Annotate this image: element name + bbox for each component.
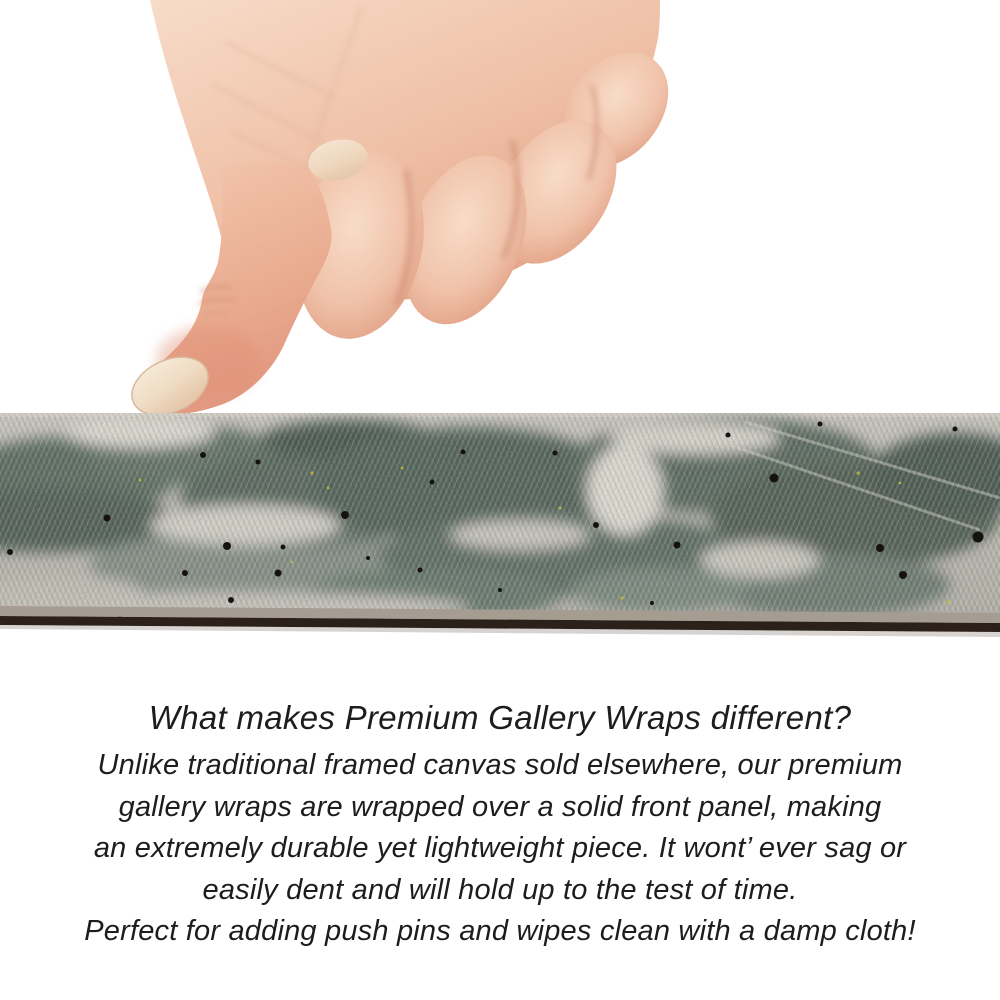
canvas-edge-photo [0, 410, 1000, 645]
thumb [123, 162, 332, 420]
caption-line: Unlike traditional framed canvas sold elsewhere, our premium [97, 749, 903, 781]
caption-line: easily dent and will hold up to the test of time. [202, 873, 798, 906]
caption-heading: What makes Premium Gallery Wraps different? [148, 699, 852, 736]
caption-line: an extremely durable yet lightweight piece. It wont’ ever sag or [93, 832, 907, 864]
hand-photo [0, 0, 1000, 420]
caption-line: gallery wraps are wrapped over a solid front panel, making [118, 790, 882, 823]
caption-line: Perfect for adding push pins and wipes clean with a damp cloth! [84, 915, 916, 947]
caption [0, 698, 1000, 953]
